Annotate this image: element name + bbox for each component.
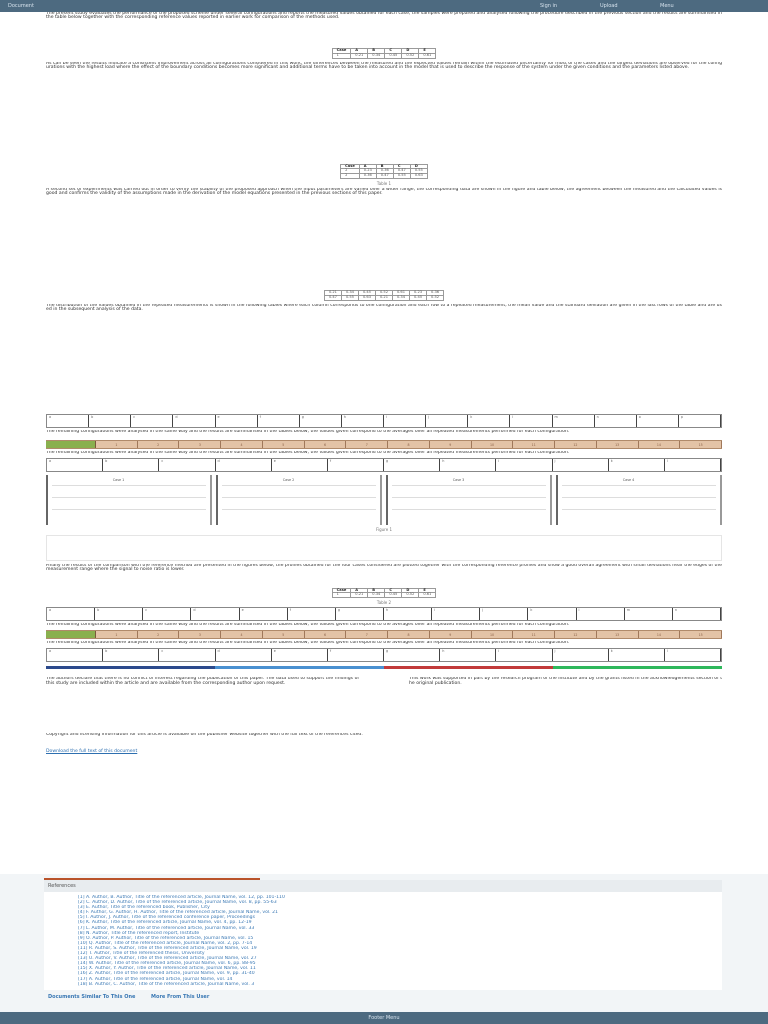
panel-line	[222, 497, 376, 498]
reference-item[interactable]: [13] U. Author, V. Author, Title of the referenced article, Journal Name, vol. 27	[78, 956, 257, 962]
grid-cell: d	[173, 415, 215, 427]
bar-segment: 8	[388, 631, 430, 638]
grid-cell: j	[553, 459, 609, 471]
grid-cell: c	[159, 649, 215, 661]
grid-cell: g	[300, 415, 342, 427]
grid-cell: p	[679, 415, 721, 427]
paragraph: The remaining configurations were analysed in the same way and the results are summarised in the tables below, the values given correspond to the averages over all repeated measurements performed for each configuration.	[46, 450, 570, 455]
panel-line	[222, 509, 376, 510]
grid-cell: g	[384, 459, 440, 471]
table-row	[332, 593, 436, 598]
grid-cell: a	[47, 459, 103, 471]
panel-line	[52, 509, 206, 510]
reference-item[interactable]: [11] R. Author, S. Author, Title of the referenced article, Journal Name, vol. 19	[78, 945, 257, 951]
paragraph: The present study evaluates the performance of the proposed scheme under several configurations and reports the measured values obtained for each case, the samples were prepared and analysed following the procedure described in the previous section and the results are summarised in the table below together with the corresponding reference values reported in earlier work for comparison of the methods used.	[46, 12, 722, 21]
blank-figure-box	[46, 535, 722, 561]
table-caption: Table 2	[376, 600, 392, 606]
grid-cell: f	[328, 459, 384, 471]
bar-segment: 2	[138, 631, 180, 638]
table-cell: 0.55	[341, 295, 358, 300]
table-cell: 0.61	[419, 593, 436, 598]
table-cell: 0.55	[410, 169, 427, 174]
table-caption: Table 1	[376, 180, 392, 186]
reference-item[interactable]: [8] N. Author, Title of the referenced report, Institute	[78, 930, 200, 936]
figure-panel	[216, 475, 382, 525]
color-divider	[46, 666, 722, 669]
grid-cell: f	[288, 608, 336, 620]
reference-item[interactable]: [3] E. Author, Title of the referenced book, Publisher, City	[78, 905, 210, 911]
grid-cell: b	[95, 608, 143, 620]
paragraph: Finally the results of the comparison with the reference method are presented in the figures below, the profiles obtained for the four cases considered are plotted together with the corresponding reference profiles and show a good overall agreement with small deviations near the edges of the measurement range where the signal to noise ratio is lower.	[46, 563, 722, 572]
table-cell: 0.63	[358, 295, 375, 300]
reference-item[interactable]: [16] Z. Author, Title of the referenced article, Journal Name, vol. 9, pp. 31-40	[78, 971, 255, 977]
bar-segment: 15	[680, 631, 722, 638]
grid-cell: l	[665, 459, 721, 471]
bar-segment: 13	[597, 441, 639, 448]
bar-segment: 4	[221, 441, 263, 448]
grid-cell: e	[216, 415, 258, 427]
figure-panel	[386, 475, 552, 525]
table-cell: 0.23	[410, 290, 427, 295]
paragraph: This work was supported in part by the research program of the institute and by the grants listed in the acknowledgements section of the original publication.	[409, 677, 722, 686]
table-cell: 0.47	[376, 174, 393, 179]
reference-item[interactable]: [17] A. Author, Title of the referenced article, Journal Name, vol. 14	[78, 976, 233, 982]
table-cell: 0.21	[375, 295, 392, 300]
table-header: D	[410, 164, 427, 169]
divider-segment	[46, 666, 215, 669]
divider-segment	[553, 666, 722, 669]
table-cell: 0.52	[427, 295, 444, 300]
bar-segment: 3	[179, 441, 221, 448]
table-4-wrap	[46, 588, 722, 599]
panel-line	[52, 497, 206, 498]
document-body	[46, 12, 722, 874]
divider-segment	[215, 666, 384, 669]
table-cell: 0.34	[341, 290, 358, 295]
grid-cell: f	[328, 649, 384, 661]
grid-cell: l	[665, 649, 721, 661]
panel-line	[52, 485, 206, 486]
bar-segment: 15	[680, 441, 722, 448]
paragraph: As can be seen the results indicate a consistent improvement across all configurations considered in this work, the differences between the measured and the expected values remain within the estimated uncertainty for most of the cases and the largest deviations are observed for the configurations with the highest load where the effect of the boundary conditions becomes more significant and additional terms have to be taken into account in the model that is used to describe the response of the system under the given conditions and the parameters listed above.	[46, 61, 722, 70]
footer-menu[interactable]: Footer Menu	[368, 1015, 400, 1021]
grid-cell: h	[342, 415, 384, 427]
grid-cell: o	[637, 415, 679, 427]
panel-label: Case 4	[622, 477, 635, 482]
paragraph: The authors declare that there is no conflict of interest regarding the publication of this paper. The data used to support the findings of this study are included within the article and are available from the corresponding author upon request.	[46, 677, 359, 686]
table-cell: 0.34	[368, 53, 385, 58]
bar-segment: 14	[639, 441, 681, 448]
bar-segment: 6	[305, 441, 347, 448]
table-header: D	[402, 49, 419, 54]
table-4	[332, 588, 437, 599]
grid-cell: a	[47, 608, 95, 620]
bar-first-segment	[46, 631, 96, 638]
grid-cell: k	[468, 415, 510, 427]
table-header: C	[393, 164, 410, 169]
grid-cell: b	[103, 459, 159, 471]
panel-line	[222, 485, 376, 486]
table-cell: 0.47	[393, 169, 410, 174]
table-cell: 0.36	[376, 169, 393, 174]
data-grid-row	[46, 607, 722, 621]
grid-cell: j	[426, 415, 468, 427]
table-cell: 1	[332, 53, 351, 58]
bar-segment: 10	[472, 441, 514, 448]
table-cell: 0.36	[427, 290, 444, 295]
table-cell: 0.21	[351, 53, 368, 58]
grid-cell: a	[47, 649, 103, 661]
grid-cell: m	[625, 608, 673, 620]
paragraph: Copyright and licensing information for this article is available on the publisher website together with the full text of the references cited.	[46, 733, 363, 738]
table-header: Case	[332, 588, 351, 593]
grid-cell: k	[609, 459, 665, 471]
table-header: A	[359, 164, 376, 169]
bar-segment: 5	[263, 631, 305, 638]
table-cell: 0.52	[375, 290, 392, 295]
bar-segment: 9	[430, 441, 472, 448]
grid-cell: g	[336, 608, 384, 620]
panel-line	[392, 509, 546, 510]
panel-label: Case 3	[452, 477, 465, 482]
table-header: Case	[341, 164, 360, 169]
grid-cell: e	[272, 649, 328, 661]
references-section	[0, 874, 768, 1012]
panel-line	[562, 485, 716, 486]
table-3-wrap	[46, 290, 722, 301]
table-header: D	[402, 588, 419, 593]
two-column-section	[46, 677, 722, 727]
table-cell: 0.52	[402, 53, 419, 58]
grid-cell: k	[609, 649, 665, 661]
panel-label: Case 1	[112, 477, 125, 482]
grid-cell: d	[216, 649, 272, 661]
reference-item[interactable]: [7] L. Author, M. Author, Title of the referenced article, Journal Name, vol. 33	[78, 925, 255, 931]
table-cell: 0.45	[410, 295, 427, 300]
grid-cell: j	[553, 649, 609, 661]
reference-item[interactable]: [6] K. Author, Title of the referenced article, Journal Name, vol. 4, pp. 12-19	[78, 920, 252, 926]
bar-segment: 2	[138, 441, 180, 448]
reference-item[interactable]: [10] Q. Author, Title of the referenced article, Journal Name, vol. 2, pp. 7-14	[78, 940, 253, 946]
figure-caption: Figure 1	[375, 526, 393, 532]
grid-cell: d	[191, 608, 239, 620]
grid-cell: n	[595, 415, 637, 427]
nav-title[interactable]: Document	[8, 3, 34, 9]
grid-cell: b	[103, 649, 159, 661]
table-row	[324, 295, 443, 300]
table-cell: 0.52	[402, 593, 419, 598]
bar-segment: 4	[221, 631, 263, 638]
table-header: Case	[332, 49, 351, 54]
grid-cell: i	[496, 459, 552, 471]
bar-segment: 12	[555, 631, 597, 638]
bar-first-segment	[46, 441, 96, 448]
bar-segment: 7	[346, 441, 388, 448]
bar-segment: 6	[305, 631, 347, 638]
paragraph: The distribution of the values obtained in the repeated measurements is shown in the following tables where each column corresponds to one configuration and each row to a repeated measurement, the mean value and the standard deviation are given in the last rows of the table and are used in the subsequent analysis of the data.	[46, 303, 722, 312]
left-column	[46, 677, 359, 727]
grid-cell: c	[159, 459, 215, 471]
table-cell: 2	[341, 174, 360, 179]
table-header: A	[351, 49, 368, 54]
table-2	[340, 164, 428, 179]
table-cell: 0.21	[351, 593, 368, 598]
data-grid-row	[46, 458, 722, 472]
bar-segment: 13	[597, 631, 639, 638]
table-1-wrap	[46, 48, 722, 59]
bar-segment: 11	[513, 631, 555, 638]
right-column	[409, 677, 722, 727]
figure-panel	[46, 475, 212, 525]
paragraph: The remaining configurations were analysed in the same way and the results are summarised in the tables below, the values given correspond to the averages over all repeated measurements performed for each configuration.	[46, 641, 570, 646]
nav-menu[interactable]: Menu	[660, 3, 674, 9]
color-bar-row	[46, 440, 722, 449]
grid-cell: k	[528, 608, 576, 620]
table-cell: 0.45	[358, 290, 375, 295]
grid-cell: i	[384, 415, 426, 427]
grid-cell: h	[384, 608, 432, 620]
table-cell: 0.45	[385, 53, 402, 58]
table-cell: 0.36	[359, 174, 376, 179]
grid-cell: a	[47, 415, 89, 427]
panel-line	[562, 509, 716, 510]
bar-segment: 10	[472, 631, 514, 638]
table-cell: 0.21	[324, 290, 341, 295]
similar-documents-link[interactable]: Documents Similar To This One	[48, 994, 136, 1000]
table-header: B	[376, 164, 393, 169]
reference-item[interactable]: [9] O. Author, P. Author, Title of the referenced article, Journal Name, vol. 15	[78, 935, 254, 941]
bar-segment: 5	[263, 441, 305, 448]
reference-item[interactable]: [18] B. Author, C. Author, Title of the referenced article, Journal Name, vol. 3	[78, 981, 255, 987]
reference-item[interactable]: [4] F. Author, G. Author, H. Author, Title of the referenced article, Journal Name, vol. 21	[78, 910, 278, 916]
table-cell: 0.45	[385, 593, 402, 598]
footer-bar	[0, 1012, 768, 1024]
reference-item[interactable]: [2] C. Author, D. Author, Title of the referenced article, Journal Name, vol. 8, pp. 55-63	[78, 900, 277, 906]
grid-cell: n	[673, 608, 721, 620]
bar-segment: 1	[96, 441, 138, 448]
bar-segment: 14	[639, 631, 681, 638]
grid-cell: e	[240, 608, 288, 620]
table-header: E	[419, 49, 436, 54]
table-header: B	[368, 588, 385, 593]
nav-sign-in[interactable]: Sign in	[540, 3, 558, 9]
table-header: C	[385, 49, 402, 54]
references-list	[44, 892, 722, 990]
table-cell: 0.23	[359, 169, 376, 174]
bar-segment: 9	[430, 631, 472, 638]
grid-cell: c	[143, 608, 191, 620]
grid-cell: h	[440, 649, 496, 661]
grid-cell: h	[440, 459, 496, 471]
more-from-user-link[interactable]: More From This User	[151, 994, 210, 1000]
table-cell: 0.61	[393, 290, 410, 295]
data-grid-row	[46, 414, 722, 428]
table-cell: 0.34	[393, 295, 410, 300]
bar-segment: 3	[179, 631, 221, 638]
table-cell: 2	[341, 169, 360, 174]
table-cell: 0.55	[393, 174, 410, 179]
panel-line	[392, 497, 546, 498]
table-cell: 0.63	[410, 174, 427, 179]
bar-segment: 1	[96, 631, 138, 638]
table-cell: 1	[332, 593, 351, 598]
reference-item[interactable]: [14] W. Author, Title of the referenced article, Journal Name, vol. 6, pp. 88-95	[78, 961, 256, 967]
paragraph: The remaining configurations were analysed in the same way and the results are summarised in the tables below, the values given correspond to the averages over all repeated measurements performed for each configuration.	[46, 429, 570, 434]
reference-item[interactable]: [15] X. Author, Y. Author, Title of the referenced article, Journal Name, vol. 11	[78, 966, 256, 972]
bar-segment: 8	[388, 441, 430, 448]
panel-label: Case 2	[282, 477, 295, 482]
figure-panel	[556, 475, 722, 525]
bar-segment: 12	[555, 441, 597, 448]
references-heading: References	[44, 880, 722, 892]
grid-cell: g	[384, 649, 440, 661]
table-row	[332, 53, 436, 58]
table-3	[324, 290, 444, 301]
grid-cell: m	[553, 415, 595, 427]
table-row	[341, 174, 428, 179]
reference-item[interactable]: [5] I. Author, J. Author, Title of the referenced conference paper, Proceedings	[78, 915, 255, 921]
download-link[interactable]: Download the full text of this document	[46, 749, 138, 755]
grid-cell: b	[89, 415, 131, 427]
grid-cell: f	[258, 415, 300, 427]
grid-cell: c	[131, 415, 173, 427]
table-header: C	[385, 588, 402, 593]
related-links	[48, 994, 223, 1001]
bar-segment: 11	[513, 441, 555, 448]
grid-cell: i	[496, 649, 552, 661]
table-cell: 0.61	[419, 53, 436, 58]
panel-line	[562, 497, 716, 498]
figure-panels	[46, 475, 722, 525]
paragraph: The remaining configurations were analysed in the same way and the results are summarised in the tables below, the values given correspond to the averages over all repeated measurements performed for each configuration.	[46, 623, 570, 628]
data-grid-row	[46, 648, 722, 662]
panel-line	[392, 485, 546, 486]
table-2-wrap	[46, 164, 722, 179]
grid-cell: l	[577, 608, 625, 620]
table-1	[332, 48, 437, 59]
paragraph: A second set of experiments was carried out in order to verify the stability of the proposed approach when the input parameters are varied over a wider range, the corresponding data are shown in the figure and table below, the agreement between the measured and the calculated values is good and confirms the validity of the assumptions made in the derivation of the model equations presented in the previous sections of this paper.	[46, 187, 722, 197]
table-header: E	[419, 588, 436, 593]
grid-cell: i	[432, 608, 480, 620]
grid-cell: j	[480, 608, 528, 620]
table-cell: 0.47	[324, 295, 341, 300]
table-header: B	[368, 49, 385, 54]
nav-upload[interactable]: Upload	[600, 3, 618, 9]
grid-cell: e	[272, 459, 328, 471]
bar-segment: 7	[346, 631, 388, 638]
color-bar-row	[46, 630, 722, 639]
grid-cell: l	[510, 415, 552, 427]
table-cell: 0.34	[368, 593, 385, 598]
divider-segment	[384, 666, 553, 669]
grid-cell: d	[216, 459, 272, 471]
table-header: A	[351, 588, 368, 593]
reference-item[interactable]: [1] A. Author, B. Author, Title of the referenced article, Journal Name, vol. 12, pp. 101-110	[78, 895, 285, 900]
reference-item[interactable]: [12] T. Author, Title of the referenced thesis, University	[78, 951, 205, 957]
top-navigation-bar	[0, 0, 768, 12]
